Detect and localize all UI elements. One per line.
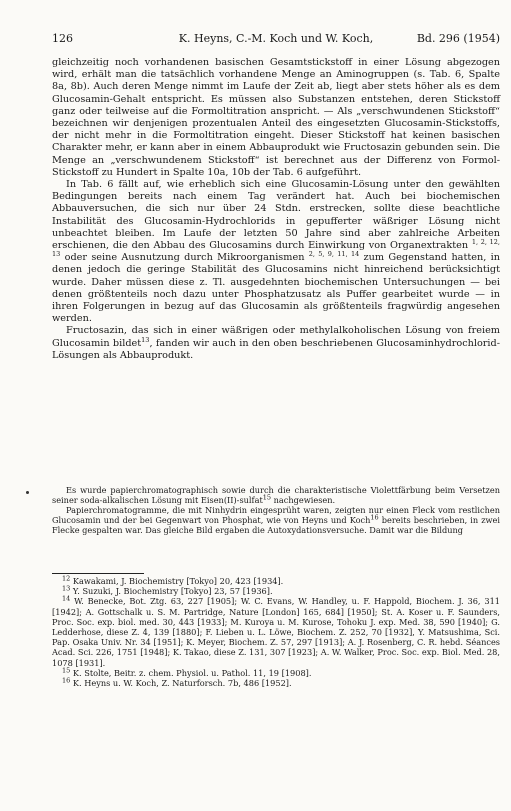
reference-mark: 2, 5, 9, 11, 14 [308,250,360,259]
running-header [52,32,500,48]
footnote-number: 16 [62,676,71,685]
footnote-text: K. Stolte, Beitr. z. chem. Physiol. u. Pathol. 11, 19 [1908]. [72,667,312,678]
paragraph-text: In Tab. 6 fällt auf, wie erheblich sich eine Glucosamin-Lösung unter den gewählten Bedingungen bereits nach einem Tag verändert hat. Auch bei biochemischen Abbauversuchen, die sich nur über 24 Stdn. erstrecken, sollte diese beachtliche Instabilität des Glucosamin-Hydrochlorids in gepufferter wäßriger Lösung nicht unbeachtet bleiben. Im Laufe der letzten 50 Jahre sind aber zahlreiche Arbeiten erschienen, die den Abbau des Glucosamins durch Einwirkung von Organextrakten [52,179,500,252]
footnote [52,668,500,678]
margin-mark [26,491,29,494]
paragraph: gleichzeitig noch vorhandenen basischen Gesamtstickstoff in einer Lösung abgezogen wird, erhält man die tatsächlich vorhandene Menge an Aminogruppen (s. Tab. 6, Spalte 8a, 8b). Auch deren Menge nimmt im Laufe der Zeit ab, liegt aber stets höher als es dem Glucosamin-Gehalt entspricht. Es müssen also Substanzen entstehen, deren Stickstoff ganz oder teilweise auf die Formoltitration anspricht. — Als „verschwundenen Stickstoff“ bezeichnen wir denjenigen prozentualen Anteil des eingesetzten Glucosamin-Stickstoffs, der nicht mehr in die Formoltitration eingeht. Dieser Stickstoff hat keinen basischen Charakter mehr, er kann aber in einem Abbauprodukt wie Fructosazin gebunden sein. Die Menge an „verschwundenem Stickstoff“ ist berechnet aus der Differenz von Formol-Stickstoff zu Hundert in Spalte 10a, 10b der Tab. 6 aufgeführt. [52,57,500,178]
paragraph-text: , fanden wir auch in den oben beschriebenen Glucosaminhydrochlorid-Lösungen als Abbauprodukt. [52,337,500,361]
footnote-number: 13 [62,584,71,593]
small-paragraph-text: Papierchromatogramme, die mit Ninhydrin eingesprüht waren, zeigten nur einen Fleck vom restlichen Glucosamin und der bei Gegenwart von Phosphat, wie von Heyns und Koch [52,505,500,526]
small-paragraph-text: bereits beschrieben, in zwei Flecke gespalten war. Das gleiche Bild ergaben die Autoxydationsversuche. Damit war die Bildung [52,515,500,536]
footnote-number: 15 [62,666,71,675]
reference-mark: 15 [262,493,272,502]
small-paragraph-text: nachgewiesen. [271,495,336,506]
header-volume: Bd. 296 (1954) [416,32,500,45]
header-authors: K. Heyns, C.-M. Koch und W. Koch, [178,32,374,45]
footnote-text: Y. Suzuki, J. Biochemistry [Tokyo] 23, 57 [1936]. [72,586,273,597]
footnote [52,576,500,586]
footnote [52,596,500,667]
footnotes [52,576,500,688]
footnote-text: K. Heyns u. W. Koch, Z. Naturforsch. 7b, 486 [1952]. [72,678,292,689]
paragraph-text: oder seine Ausnutzung durch Mikroorganismen [64,252,305,264]
main-text [52,57,500,362]
footnote [52,586,500,596]
paragraph [52,179,500,325]
small-paragraph-text: Es wurde papierchromatographisch sowie durch die charakteristische Violettfärbung beim Versetzen seiner soda-alkalischen Lösung mit Eisen(II)-sulfat [52,485,500,506]
small-paragraph [52,505,500,535]
paragraph-text: Fructosazin, das sich in einer wäßrigen oder methylalkoholischen Lösung von freiem Glucosamin bildet [52,325,500,349]
reference-mark: 1, 2, 12, 13 [52,237,500,259]
paragraph [52,325,500,362]
reference-mark: 16 [370,513,379,522]
reference-mark: 13 [141,335,150,344]
footnote-number: 12 [62,574,71,583]
page-number: 126 [52,32,73,45]
footnote-number: 14 [62,594,71,603]
small-paragraph [52,485,500,505]
footnote-text: W. Benecke, Bot. Ztg. 63, 227 [1905]; W. C. Evans, W. Handley, u. F. Happold, Biochem. J. 36, 311 [1942]; A. Gottschalk u. S. M. Partridge, Nature [London] 165, 684] [1950]; St. A. Koser u. F. Saunders, Proc. Soc. exp. biol. med. 30, 443 [1933]; M. Kuroya u. M. Kurose, Tohoku J. exp. Med. 38, 590 [1940]; G. Ledderhose, diese Z. 4, 139 [1880]; F. Lieben u. L. Löwe, Biochem. Z. 252, 70 [1932], Y. Matsushima, Sci. Pap. Osaka Univ. Nr. 34 [1951]; K. Meyer, Biochem. Z. 57, 297 [1913]; A. J. Rosenberg, C. R. hebd. Séances Acad. Sci. 226, 1751 [1948]; K. Takao, diese Z. 131, 307 [1923]; A. W. Walker, Proc. Soc. exp. Biol. Med. 28, 1078 [1931]. [52,596,501,668]
footnote-text: Kawakami, J. Biochemistry [Tokyo] 20, 423 [1934]. [72,576,284,586]
footnote [52,678,500,688]
paragraph-text: zum Gegenstand hatten, in denen jedoch die geringe Stabilität des Glucosamins nicht hinreichend berücksichtigt wurde. Daher müssen diese z. Tl. ausgedehnten biochemischen Untersuchungen — bei denen größtenteils noch dazu unter Phosphatzusatz als Puffer gearbeitet wurde — in ihren Folgerungen in bezug auf das Glucosamin als größtenteils fragwürdig angesehen werden. [52,252,500,325]
small-print-text [52,485,500,535]
